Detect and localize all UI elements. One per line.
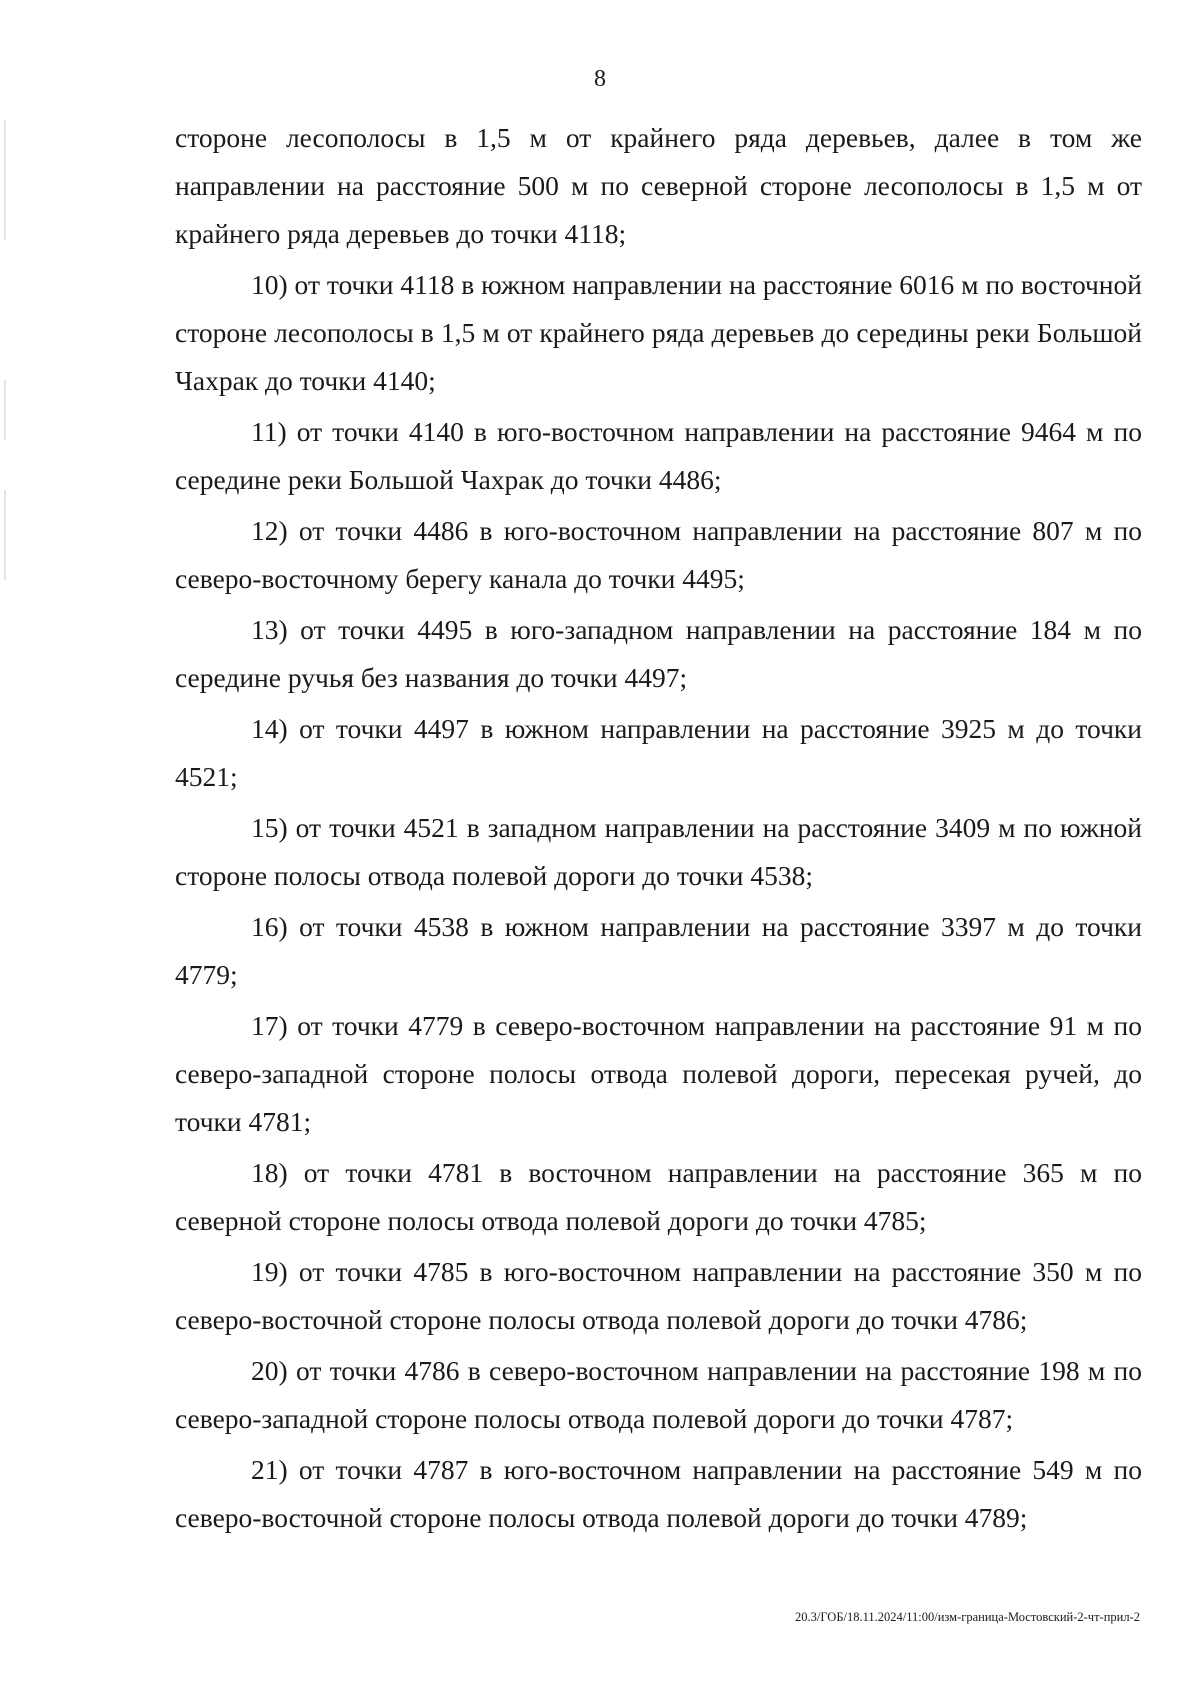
paragraph-item-19: 19) от точки 4785 в юго-восточном направлении на расстояние 350 м по северо-восточной стороне полосы отвода полевой дороги до точки 4786; [175,1256,1142,1335]
scan-edge-mark [4,120,6,240]
paragraph-item-10: 10) от точки 4118 в южном направлении на расстояние 6016 м по восточной стороне лесополосы в 1,5 м от крайнего ряда деревьев до середины реки Большой Чахрак до точки 4140; [175,269,1142,396]
paragraph-item-16: 16) от точки 4538 в южном направлении на расстояние 3397 м до точки 4779; [175,911,1142,990]
page-number: 8 [594,66,606,92]
body-text [175,114,1142,1542]
paragraph-item-14: 14) от точки 4497 в южном направлении на расстояние 3925 м до точки 4521; [175,713,1142,792]
paragraph-continuation: стороне лесополосы в 1,5 м от крайнего ряда деревьев, далее в том же направлении на расстояние 500 м по северной стороне лесополосы в 1,5 м от крайнего ряда деревьев до точки 4118; [175,122,1142,249]
paragraph-item-15: 15) от точки 4521 в западном направлении на расстояние 3409 м по южной стороне полосы отвода полевой дороги до точки 4538; [175,812,1142,891]
paragraph-item-12: 12) от точки 4486 в юго-восточном направлении на расстояние 807 м по северо-восточному берегу канала до точки 4495; [175,515,1142,594]
scan-edge-mark [4,490,6,580]
scan-edge-mark [4,380,6,440]
paragraph-item-21: 21) от точки 4787 в юго-восточном направлении на расстояние 549 м по северо-восточной стороне полосы отвода полевой дороги до точки 4789; [175,1454,1142,1533]
document-footer-code: 20.3/ГОБ/18.11.2024/11:00/изм-граница-Мостовский-2-чт-прил-2 [795,1610,1140,1624]
paragraph-item-20: 20) от точки 4786 в северо-восточном направлении на расстояние 198 м по северо-западной стороне полосы отвода полевой дороги до точки 4787; [175,1355,1142,1434]
paragraph-item-17: 17) от точки 4779 в северо-восточном направлении на расстояние 91 м по северо-западной стороне полосы отвода полевой дороги, пересекая ручей, до точки 4781; [175,1010,1142,1137]
paragraph-item-11: 11) от точки 4140 в юго-восточном направлении на расстояние 9464 м по середине реки Большой Чахрак до точки 4486; [175,416,1142,495]
paragraph-item-13: 13) от точки 4495 в юго-западном направлении на расстояние 184 м по середине ручья без названия до точки 4497; [175,614,1142,693]
paragraph-item-18: 18) от точки 4781 в восточном направлении на расстояние 365 м по северной стороне полосы отвода полевой дороги до точки 4785; [175,1157,1142,1236]
